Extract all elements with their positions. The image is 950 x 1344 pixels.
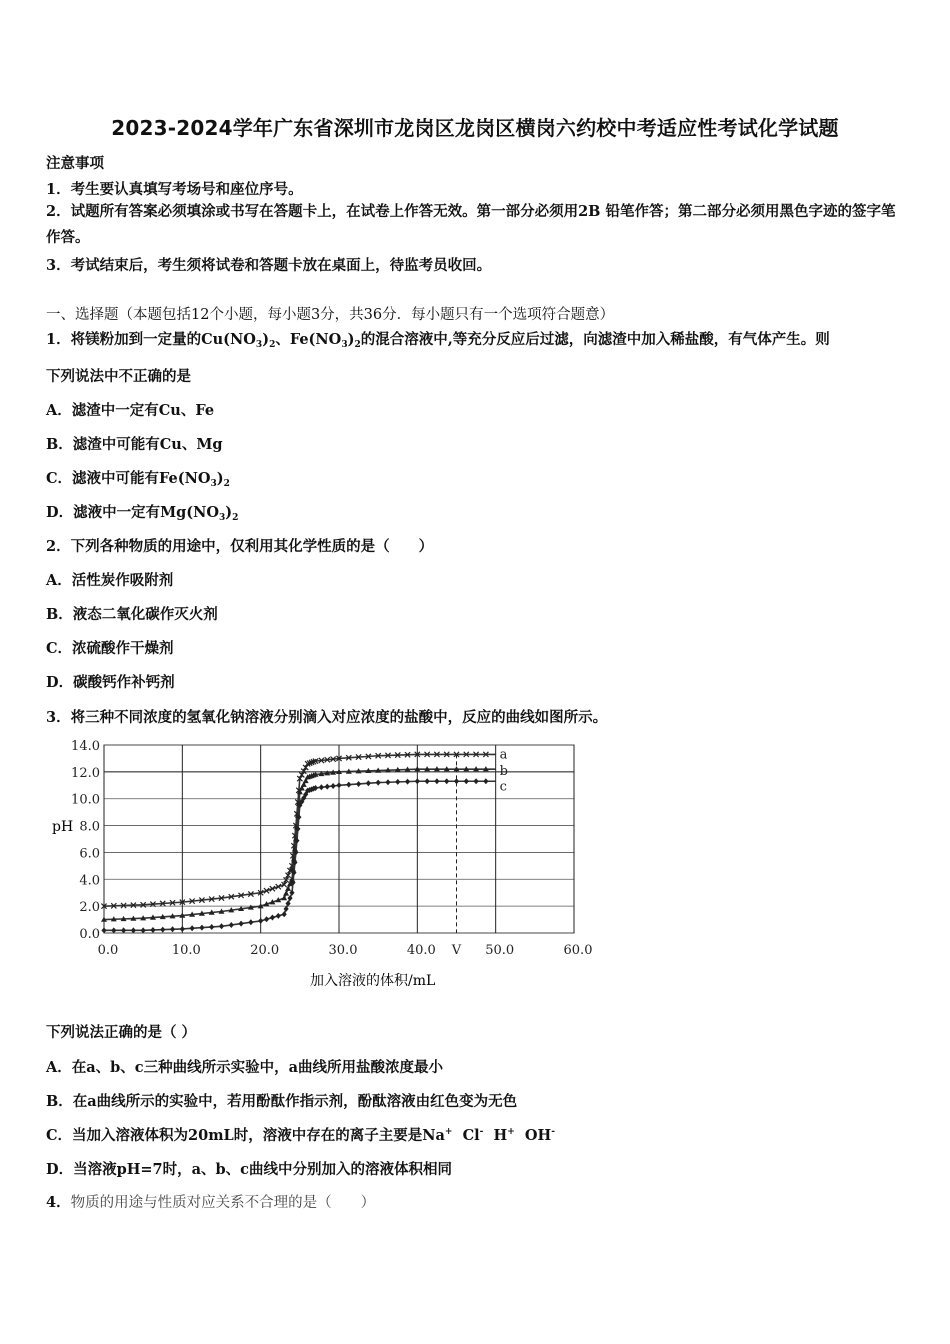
point-marker-c: [248, 919, 253, 925]
y-tick-label: 4.0: [79, 873, 100, 889]
point-marker-c: [285, 900, 290, 906]
y-tick-label: 6.0: [79, 846, 100, 862]
point-marker-c: [356, 781, 361, 787]
question-1-option-b: B．滤渣中可能有Cu、Mg: [46, 436, 223, 453]
point-marker-c: [238, 921, 243, 927]
y-tick-label: 14.0: [71, 739, 100, 754]
point-marker-c: [454, 778, 459, 784]
point-marker-c: [336, 782, 341, 788]
point-marker-c: [150, 927, 155, 933]
question-2-option-c: C．浓硫酸作干燥剂: [46, 640, 174, 657]
question-1-option-c: C．滤液中可能有$Fe(NO_3)_2$: [46, 470, 230, 489]
point-marker-c: [376, 780, 381, 786]
point-marker-c: [282, 911, 287, 917]
x-tick-label: 20.0: [250, 943, 280, 958]
question-1-stem: 1．将镁粉加到一定量的$Cu(NO_3)_2$、$Fe(NO_3)_2$的混合溶液中,等充分反应后过滤，向滤渣中加入稀盐酸，有气体产生。则: [46, 331, 830, 350]
point-marker-c: [209, 924, 214, 930]
point-marker-c: [325, 784, 330, 790]
question-3-stem: 3．将三种不同浓度的氢氧化钠溶液分别滴入对应浓度的盐酸中，反应的曲线如图所示。: [46, 709, 608, 726]
notice-item-3: 3．考试结束后，考生须将试卷和答题卡放在桌面上，待监考员收回。: [46, 257, 492, 274]
series-label-a: a: [499, 747, 508, 763]
point-marker-c: [141, 927, 146, 933]
x-axis-label: 加入溶液的体积/mL: [310, 973, 436, 989]
point-marker-c: [464, 778, 469, 784]
question-1-stem-2: 下列说法中不正确的是: [46, 368, 191, 385]
point-marker-c: [219, 923, 224, 929]
question-3-option-b: B．在a曲线所示的实验中，若用酚酞作指示剂，酚酞溶液由红色变为无色: [46, 1093, 518, 1110]
point-marker-c: [170, 926, 175, 932]
question-2-option-b: B．液态二氧化碳作灭火剂: [46, 606, 218, 623]
x-tick-label: 40.0: [406, 943, 436, 958]
x-tick-label: 30.0: [328, 943, 358, 958]
point-marker-c: [270, 915, 275, 921]
x-tick-label: 60.0: [563, 943, 593, 958]
notice-heading: 注意事项: [46, 155, 104, 172]
notice-item-1: 1．考生要认真填写考场号和座位序号。: [46, 181, 303, 198]
question-3-option-d: D．当溶液pH=7时，a、b、c曲线中分别加入的溶液体积相同: [46, 1161, 453, 1178]
question-1-option-a: A．滤渣中一定有Cu、Fe: [46, 402, 215, 419]
point-marker-c: [319, 784, 324, 790]
point-marker-c: [101, 927, 106, 933]
question-2-option-a: A．活性炭作吸附剂: [46, 572, 174, 589]
question-2-stem: 2．下列各种物质的用途中，仅利用其化学性质的是（ ）: [46, 538, 434, 555]
point-marker-c: [229, 922, 234, 928]
point-marker-c: [160, 927, 165, 933]
point-marker-c: [111, 927, 116, 933]
question-3-option-a: A．在a、b、c三种曲线所示实验中，a曲线所用盐酸浓度最小: [46, 1059, 444, 1076]
series-label-b: b: [499, 764, 508, 780]
point-marker-c: [483, 778, 488, 784]
point-marker-c: [180, 926, 185, 932]
notice-item-2: 2．试题所有答案必须填涂或书写在答题卡上，在试卷上作答无效。第一部分必须用2B 铅笔作答；第二部分必须用黑色字迹的签字笔作答。: [46, 203, 896, 246]
ph-curve-chart: [46, 733, 606, 995]
point-marker-c: [131, 927, 136, 933]
point-marker-c: [331, 783, 336, 789]
series-label-c: c: [499, 779, 507, 795]
point-marker-c: [366, 780, 371, 786]
section-heading: 一、选择题（本题包括12个小题，每小题3分，共36分．每小题只有一个选项符合题意）: [46, 307, 615, 323]
x-tick-label: 0.0: [97, 943, 119, 958]
point-marker-c: [199, 925, 204, 931]
point-marker-c: [346, 782, 351, 788]
v-marker-label: V: [451, 943, 462, 958]
point-marker-c: [415, 778, 420, 784]
point-marker-c: [190, 925, 195, 931]
point-marker-c: [473, 778, 478, 784]
point-marker-c: [434, 778, 439, 784]
point-marker-c: [258, 918, 263, 924]
point-marker-c: [385, 779, 390, 785]
y-tick-label: 10.0: [71, 792, 100, 808]
x-tick-label: 10.0: [171, 943, 201, 958]
y-tick-label: 12.0: [71, 765, 100, 781]
point-marker-c: [425, 778, 430, 784]
question-3-option-c: C．当加入溶液体积为20mL时，溶液中存在的离子主要是Na+ Cl- H+ OH-: [46, 1127, 555, 1144]
point-marker-b: [283, 890, 289, 895]
y-tick-label: 2.0: [79, 900, 100, 916]
y-axis-label: pH: [52, 819, 74, 835]
point-marker-b: [281, 895, 287, 900]
point-marker-c: [121, 927, 126, 933]
question-1-option-d: D．滤液中一定有$Mg(NO_3)_2$: [46, 504, 239, 523]
y-tick-label: 8.0: [79, 819, 100, 835]
point-marker-c: [264, 916, 269, 922]
question-4-stem: 4．物质的用途与性质对应关系不合理的是（ ）: [46, 1194, 376, 1211]
point-marker-c: [405, 779, 410, 785]
question-2-option-d: D．碳酸钙作补钙剂: [46, 674, 175, 691]
y-tick-label: 0.0: [79, 927, 100, 942]
point-marker-c: [276, 913, 281, 919]
point-marker-c: [287, 895, 292, 901]
page-title: 2023-2024学年广东省深圳市龙岗区龙岗区横岗六约校中考适应性考试化学试题: [111, 116, 839, 140]
point-marker-c: [444, 778, 449, 784]
x-tick-label: 50.0: [485, 943, 515, 958]
point-marker-c: [284, 906, 289, 912]
point-marker-c: [395, 779, 400, 785]
question-3-stem-2: 下列说法正确的是（ ）: [46, 1024, 197, 1041]
